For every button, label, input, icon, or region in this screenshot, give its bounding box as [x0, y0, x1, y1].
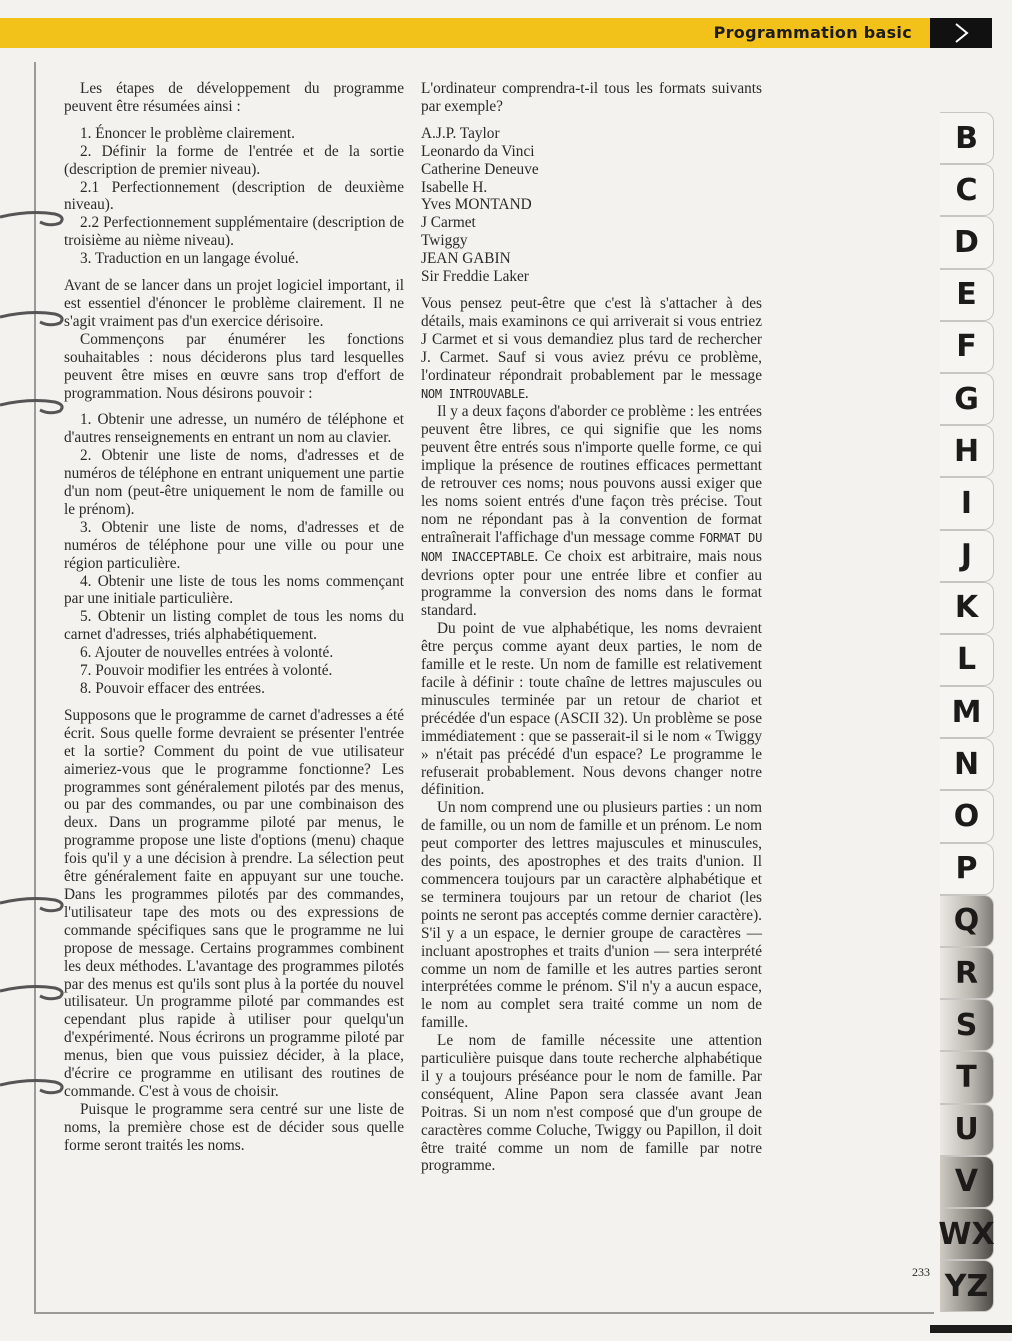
tab-c[interactable]: C	[940, 164, 994, 216]
tab-f[interactable]: F	[940, 321, 994, 373]
next-page-arrow[interactable]	[930, 18, 992, 48]
body-paragraph: Puisque le programme sera centré sur une liste de noms, la première chose est de décider sous quelle forme seront traités les noms.	[64, 1100, 404, 1154]
functions-list	[64, 411, 404, 698]
tab-l[interactable]: L	[940, 634, 994, 686]
body-paragraph: Un nom comprend une ou plusieurs parties : un nom de famille, ou un nom de famille et un prénom. Le nom peut comporter des lettres majuscules et minuscules, des points, des apostrophes et des traits d'union. Il commencera toujours par un caractère alphabétique et se terminera toujours par un retour de chariot (les points ne seront pas acceptés comme dernier caractère). S'il y a un espace, le dernier groupe de caractères — incluant apostrophes et traits d'union — sera interprété comme un nom de famille et les autres parties seront interprétées comme le prénom. S'il n'y a aucun espace, le nom au complet sera traité comme un nom de famille.	[421, 799, 762, 1032]
paragraph-text: . Ce choix est arbitraire, mais nous devrions opter pour une entrée libre et confier au programme la conversion des noms dans le format standard.	[421, 547, 762, 620]
list-item: 8. Pouvoir effacer des entrées.	[80, 680, 265, 697]
list-item: Twiggy	[421, 232, 468, 250]
paragraph-text: Il y a deux façons d'aborder ce problème : les entrées peuvent être libres, ce qui signifie que les noms peuvent être entrés sous n'importe quelle forme, ce qui implique la présence de routines efficaces permettant de retrouver ces noms; nous pouvons aussi exiger que les noms soient entrés d'une façon très précise. Tout nom ne répondant pas à la convention de format entraînerait l'affichage d'un message comme	[421, 403, 762, 546]
name-format-list	[421, 125, 762, 286]
tab-e[interactable]: E	[940, 269, 994, 321]
list-item: 2. Définir la forme de l'entrée et de la sortie (description de premier niveau).	[64, 142, 404, 178]
tab-r[interactable]: R	[940, 947, 994, 999]
section-header-bar	[0, 18, 930, 48]
page-edge-shadow	[930, 1325, 1012, 1333]
list-item: Catherine Deneuve	[421, 160, 539, 178]
binder-ring-icon	[0, 980, 66, 1002]
tab-j[interactable]: J	[940, 530, 994, 582]
body-paragraph	[421, 403, 762, 620]
list-item: 2.2 Perfectionnement supplémentaire (description de troisième au nième niveau).	[64, 214, 404, 250]
list-item: Sir Freddie Laker	[421, 268, 529, 286]
list-item: Isabelle H.	[421, 178, 488, 196]
binder-ring-icon	[0, 1074, 66, 1096]
tab-b[interactable]: B	[940, 112, 994, 164]
list-item: 3. Traduction en un langage évolué.	[80, 250, 299, 268]
paragraph-text: .	[524, 384, 529, 402]
body-paragraph: L'ordinateur comprendra-t-il tous les formats suivants par exemple?	[421, 80, 762, 115]
tab-k[interactable]: K	[940, 582, 994, 634]
list-item: 3. Obtenir une liste de noms, d'adresses et de numéros de téléphone pour une ville ou pour une région particulière.	[64, 518, 404, 572]
list-item: 7. Pouvoir modifier les entrées à volonté.	[80, 662, 333, 680]
tab-t[interactable]: T	[940, 1051, 994, 1103]
page-frame-left	[34, 62, 36, 1312]
list-item: 2.1 Perfectionnement (description de deuxième niveau).	[64, 178, 404, 214]
page-frame-bottom	[34, 1312, 934, 1314]
development-steps-list	[64, 125, 404, 268]
tab-q[interactable]: Q	[940, 895, 994, 947]
intro-paragraph: Les étapes de développement du programme peuvent être résumées ainsi :	[64, 80, 404, 115]
list-item: 1. Énoncer le problème clairement.	[80, 124, 295, 142]
body-paragraph: Supposons que le programme de carnet d'adresses a été écrit. Sous quelle forme devraient se présenter l'entrée et la sortie? Comment du point de vue utilisateur aimeriez-vous que le programme fonctionne? Les programmes sont généralement pilotés par des menus, ou par des commandes, ou par une combinaison des deux. Dans un programme piloté par menus, le programme propose une liste d'options (menu) chaque fois qu'il y a une décision à prendre. La sélection peut être généralement faite en appuyant sur une touche. Dans les programmes pilotés par des commandes, l'utilisateur tape des mots ou des expressions de commande spécifiques sans que le programme ne lui propose de message. Certains programmes combinent les deux méthodes. L'avantage des programmes pilotés par des menus est qu'ils sont plus à la portée du nouvel utilisateur. Un programme piloté par commandes est cependant plus rapide à utiliser pour quelqu'un d'expérimenté. Nous écrirons un programme piloté par menus, bien que vous puissiez décider, à la place, d'écrire ce programme en utilisant des routines de commande. C'est à vous de choisir.	[64, 706, 404, 1100]
tab-g[interactable]: G	[940, 373, 994, 425]
list-item: 2. Obtenir une liste de noms, d'adresses et de numéros de téléphone en entrant uniquement une partie d'un nom (peut-être uniquement le nom de famille ou le prénom).	[64, 447, 404, 518]
tab-yz[interactable]: YZ	[940, 1260, 994, 1312]
left-column	[64, 80, 404, 1155]
tab-u[interactable]: U	[940, 1104, 994, 1156]
body-paragraph: Commençons par énumérer les fonctions souhaitables : nous déciderons plus tard lesquelles peuvent être mises en œuvre sans trop d'effort de programmation. Nous désirons pouvoir :	[64, 330, 404, 402]
binder-ring-icon	[0, 892, 66, 914]
body-paragraph	[421, 295, 762, 403]
tab-s[interactable]: S	[940, 999, 994, 1051]
tab-p[interactable]: P	[940, 843, 994, 895]
section-title: Programmation basic	[713, 23, 912, 42]
body-paragraph: Avant de se lancer dans un projet logiciel important, il est essentiel d'énoncer le problème clairement. Il ne s'agit vraiment pas d'un exercice dérisoire.	[64, 277, 404, 330]
paragraph-text: Vous pensez peut-être que c'est là s'attacher à des détails, mais examinons ce qui arriverait si vous entriez J Carmet et si vous demandiez plus tard de rechercher J. Carmet. Sauf si vous aviez prévu ce problème, l'ordinateur répondrait probablement par le message	[421, 294, 762, 384]
error-message-code: FORMAT DU NOM INACCEPTABLE	[421, 530, 762, 564]
page-number: 233	[912, 1265, 930, 1279]
tab-d[interactable]: D	[940, 216, 994, 268]
tab-h[interactable]: H	[940, 425, 994, 477]
right-column	[421, 80, 762, 1175]
tab-wx[interactable]: WX	[940, 1208, 994, 1260]
chevron-right-icon	[952, 22, 972, 44]
list-item: Leonardo da Vinci	[421, 142, 535, 160]
binder-ring-icon	[0, 206, 66, 228]
body-paragraph: Le nom de famille nécessite une attention particulière puisque dans toute recherche alphabétique il y a toujours préséance pour le nom de famille. Par conséquent, Aline Papon sera classée avant Jean Poitras. Si un nom n'est composé que d'un groupe de caractères comme Coluche, Twiggy ou Papillon, il doit être traité comme un nom de famille par notre programme.	[421, 1032, 762, 1175]
tab-m[interactable]: M	[940, 686, 994, 738]
body-paragraph: Du point de vue alphabétique, les noms devraient être perçus comme ayant deux parties, le nom de famille et le reste. Un nom de famille est relativement facile à définir : toute chaîne de lettres majuscules ou minuscules terminée par un retour de chariot et précédée d'un espace (ASCII 32). Un problème se pose immédiatement : que se passerait-il si le nom « Twiggy » n'était pas précédé d'un espace? Le programme le refuserait probablement. Nous devons changer notre définition.	[421, 620, 762, 799]
list-item: 6. Ajouter de nouvelles entrées à volonté.	[80, 644, 334, 662]
tab-n[interactable]: N	[940, 738, 994, 790]
list-item: 4. Obtenir une liste de tous les noms commençant par une initiale particulière.	[64, 572, 404, 608]
list-item: J Carmet	[421, 214, 476, 232]
tab-v[interactable]: V	[940, 1156, 994, 1208]
tab-i[interactable]: I	[940, 477, 994, 529]
tab-o[interactable]: O	[940, 790, 994, 842]
list-item: 1. Obtenir une adresse, un numéro de téléphone et d'autres renseignements en entrant un nom au clavier.	[64, 411, 404, 447]
list-item: JEAN GABIN	[421, 250, 511, 268]
binder-ring-icon	[0, 394, 66, 416]
alphabet-index-tabs	[940, 112, 996, 1312]
list-item: A.J.P. Taylor	[421, 124, 500, 142]
error-message-code: NOM INTROUVABLE	[421, 386, 525, 401]
list-item: Yves MONTAND	[421, 196, 532, 214]
binder-ring-icon	[0, 306, 66, 328]
list-item: 5. Obtenir un listing complet de tous les noms du carnet d'adresses, triés alphabétiquement.	[64, 608, 404, 644]
